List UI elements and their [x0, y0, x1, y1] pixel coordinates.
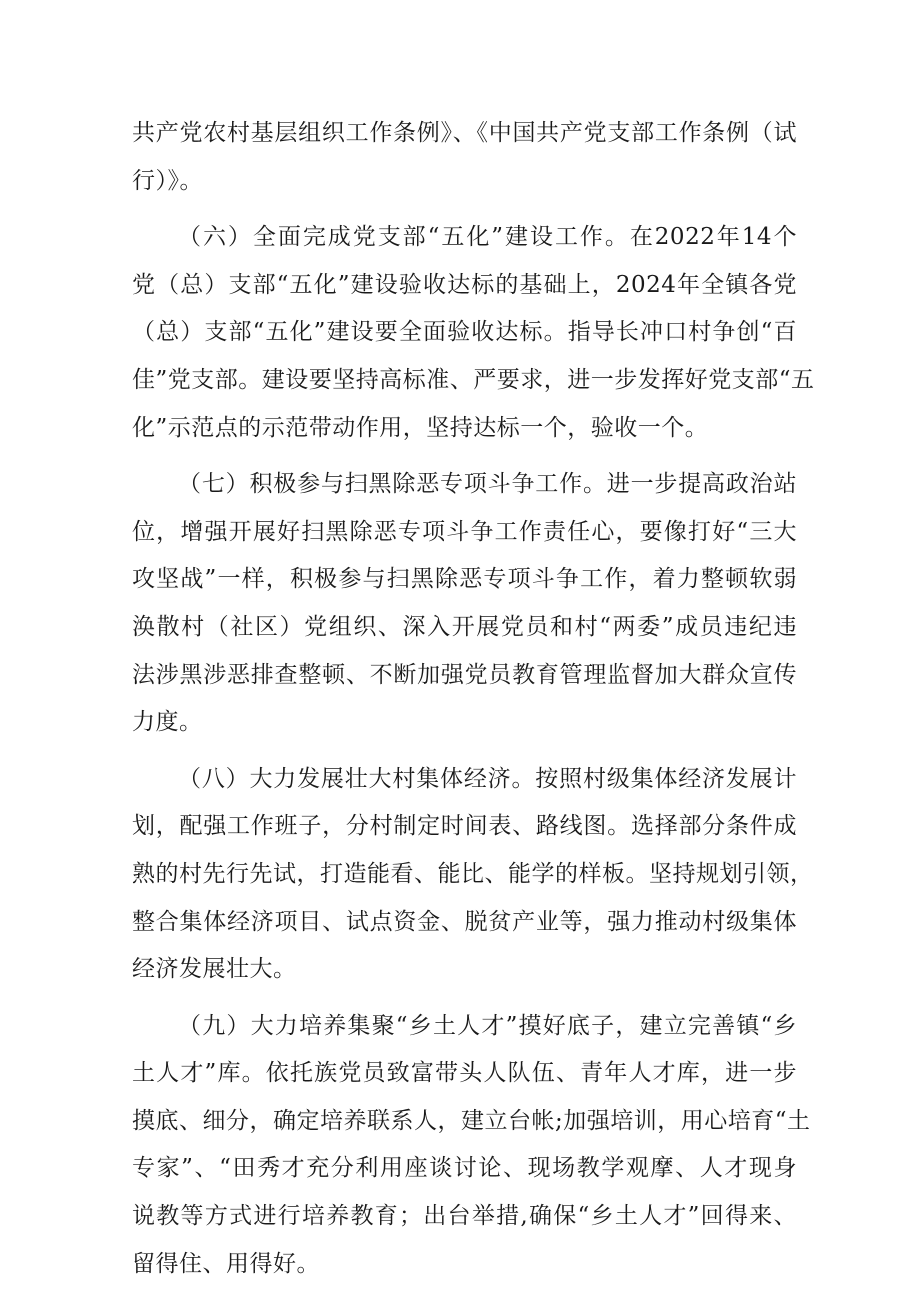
- text-line: （七）积极参与扫黑除恶专项斗争工作。进一步提高政治站: [178, 471, 797, 498]
- text-line: 涣散村（社区）党组织、深入开展党员和村“两委”成员违纪违: [132, 613, 797, 640]
- text-line: 留得住、用得好。: [132, 1250, 320, 1277]
- text-line: 熟的村先行先试，打造能看、能比、能学的样板。坚持规划引领，: [132, 860, 814, 887]
- text-line: （总）支部“五化”建设要全面验收达标。指导长冲口村争创“百: [132, 319, 797, 346]
- paragraph-continuation: [132, 110, 797, 205]
- text-line: 党（总）支部“五化”建设验收达标的基础上，2024年全镇各党: [132, 271, 797, 298]
- text-line: 法涉黑涉恶排查整顿、不断加强党员教育管理监督加大群众宣传: [132, 661, 797, 688]
- text-line: 位，增强开展好扫黑除恶专项斗争工作责任心，要像打好“三大: [132, 518, 797, 545]
- text-line: 攻坚战”一样，积极参与扫黑除恶专项斗争工作，着力整顿软弱: [132, 566, 797, 593]
- paragraph-section-6: [132, 214, 815, 452]
- document-body: [132, 110, 815, 1288]
- paragraph-section-7: [132, 461, 797, 747]
- paragraph-section-9: [132, 1003, 811, 1289]
- text-line: 佳”党支部。建设要坚持高标准、严要求，进一步发挥好党支部“五: [132, 366, 815, 393]
- text-line: 行）》。: [132, 167, 203, 194]
- text-line: （六）全面完成党支部“五化”建设工作。在2022年14个: [178, 224, 797, 251]
- text-line: （八）大力发展壮大村集体经济。按照村级集体经济发展计: [178, 765, 797, 792]
- text-line: 化”示范点的示范带动作用，坚持达标一个，验收一个。: [132, 414, 709, 441]
- text-line: 说教等方式进行培养教育；出台举措,确保“乡土人才”回得来、: [132, 1203, 797, 1230]
- paragraph-section-8: [132, 756, 814, 994]
- text-line: （九）大力培养集聚“乡土人才”摸好底子，建立完善镇“乡: [178, 1012, 797, 1039]
- text-line: 土人才”库。依托族党员致富带头人队伍、青年人才库，进一步: [132, 1060, 797, 1087]
- text-line: 共产党农村基层组织工作条例》、《中国共产党支部工作条例（试: [132, 120, 797, 146]
- text-line: 摸底、细分，确定培养联系人，建立台帐;加强培训，用心培育“土: [132, 1107, 811, 1134]
- text-line: 专家”、“田秀才充分利用座谈讨论、现场教学观摩、人才现身: [132, 1155, 797, 1182]
- text-line: 整合集体经济项目、试点资金、脱贫产业等，强力推动村级集体: [132, 908, 797, 935]
- text-line: 力度。: [132, 709, 203, 736]
- text-line: 经济发展壮大。: [132, 956, 297, 983]
- text-line: 划，配强工作班子，分村制定时间表、路线图。选择部分条件成: [132, 813, 797, 840]
